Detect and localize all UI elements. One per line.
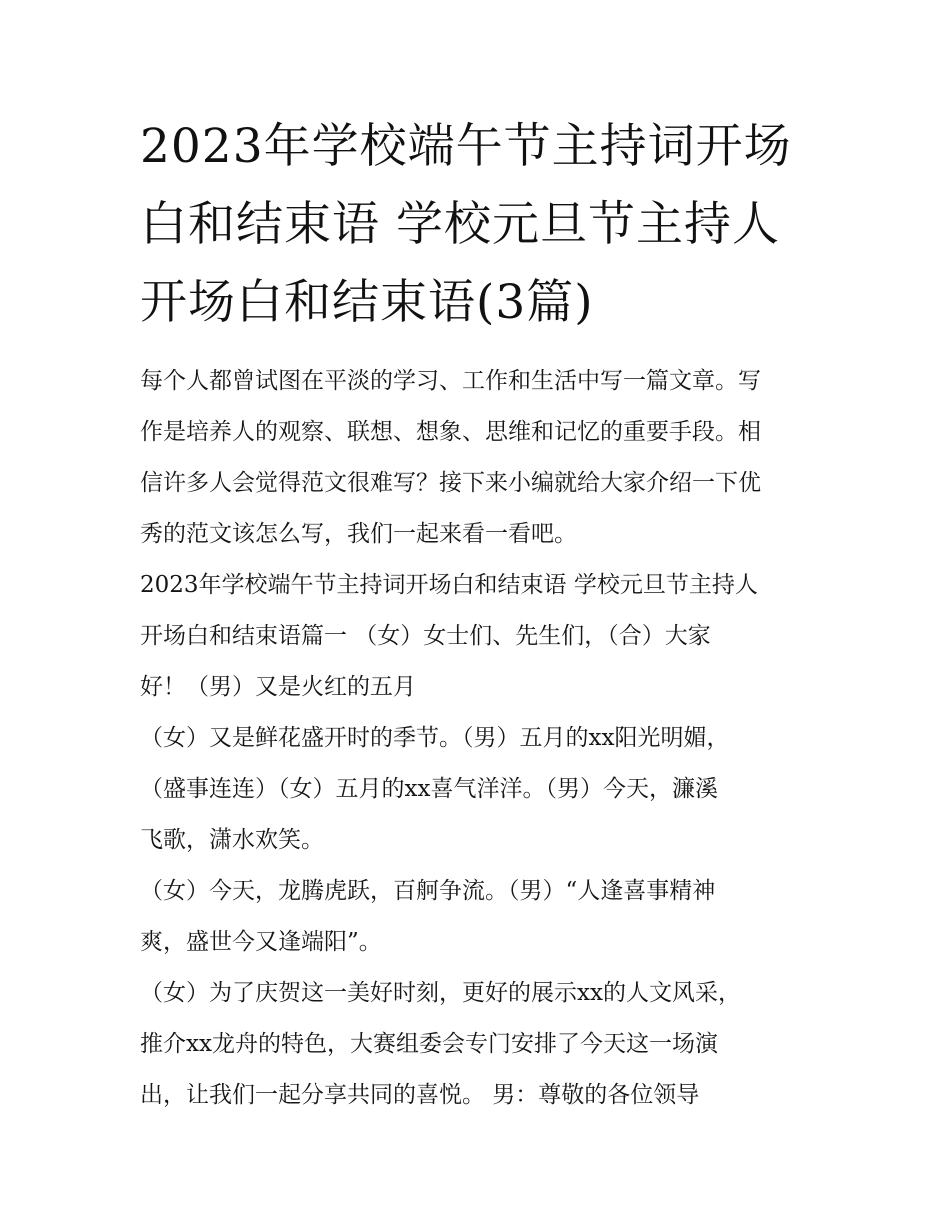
body-paragraph	[140, 866, 820, 968]
text-line: 2023年学校端午节主持词开场白和结束语 学校元旦节主持人	[140, 572, 758, 598]
text-line: 作是培养人的观察、联想、想象、思维和记忆的重要手段。相	[140, 419, 761, 445]
body-paragraph	[140, 560, 820, 713]
text-line: 推介xx龙舟的特色，大赛组委会专门安排了今天这一场演	[140, 1031, 718, 1057]
text-line: （盛事连连）（女）五月的xx喜气洋洋。（男）今天，濂溪	[140, 776, 718, 802]
text-line: 好！（男）又是火红的五月	[140, 674, 416, 700]
text-line: （女）今天，龙腾虎跃，百舸争流。（男）“人逢喜事精神	[140, 878, 716, 904]
text-line: 飞歌，潇水欢笑。	[140, 827, 324, 853]
title-line: 开场白和结束语(3篇)	[140, 275, 594, 330]
body-paragraph	[140, 968, 820, 1121]
title-line: 2023年学校端午节主持词开场	[140, 119, 792, 174]
title-line: 白和结束语 学校元旦节主持人	[140, 197, 780, 252]
text-line: （女）为了庆贺这一美好时刻，更好的展示xx的人文风采，	[140, 980, 741, 1006]
text-line: 每个人都曾试图在平淡的学习、工作和生活中写一篇文章。写	[140, 368, 761, 394]
text-line: 信许多人会觉得范文很难写？接下来小编就给大家介绍一下优	[140, 470, 761, 496]
body-paragraph	[140, 713, 820, 866]
document-body	[140, 356, 820, 1121]
document-title	[140, 108, 820, 342]
text-line: （女）又是鲜花盛开时的季节。（男）五月的xx阳光明媚，	[140, 725, 730, 751]
text-line: 出，让我们一起分享共同的喜悦。 男：尊敬的各位领导	[140, 1082, 700, 1108]
intro-paragraph	[140, 356, 820, 560]
text-line: 爽，盛世今又逢端阳”。	[140, 929, 382, 955]
text-line: 秀的范文该怎么写，我们一起来看一看吧。	[140, 521, 577, 547]
text-line: 开场白和结束语篇一 （女）女士们、先生们，（合）大家	[140, 623, 711, 649]
